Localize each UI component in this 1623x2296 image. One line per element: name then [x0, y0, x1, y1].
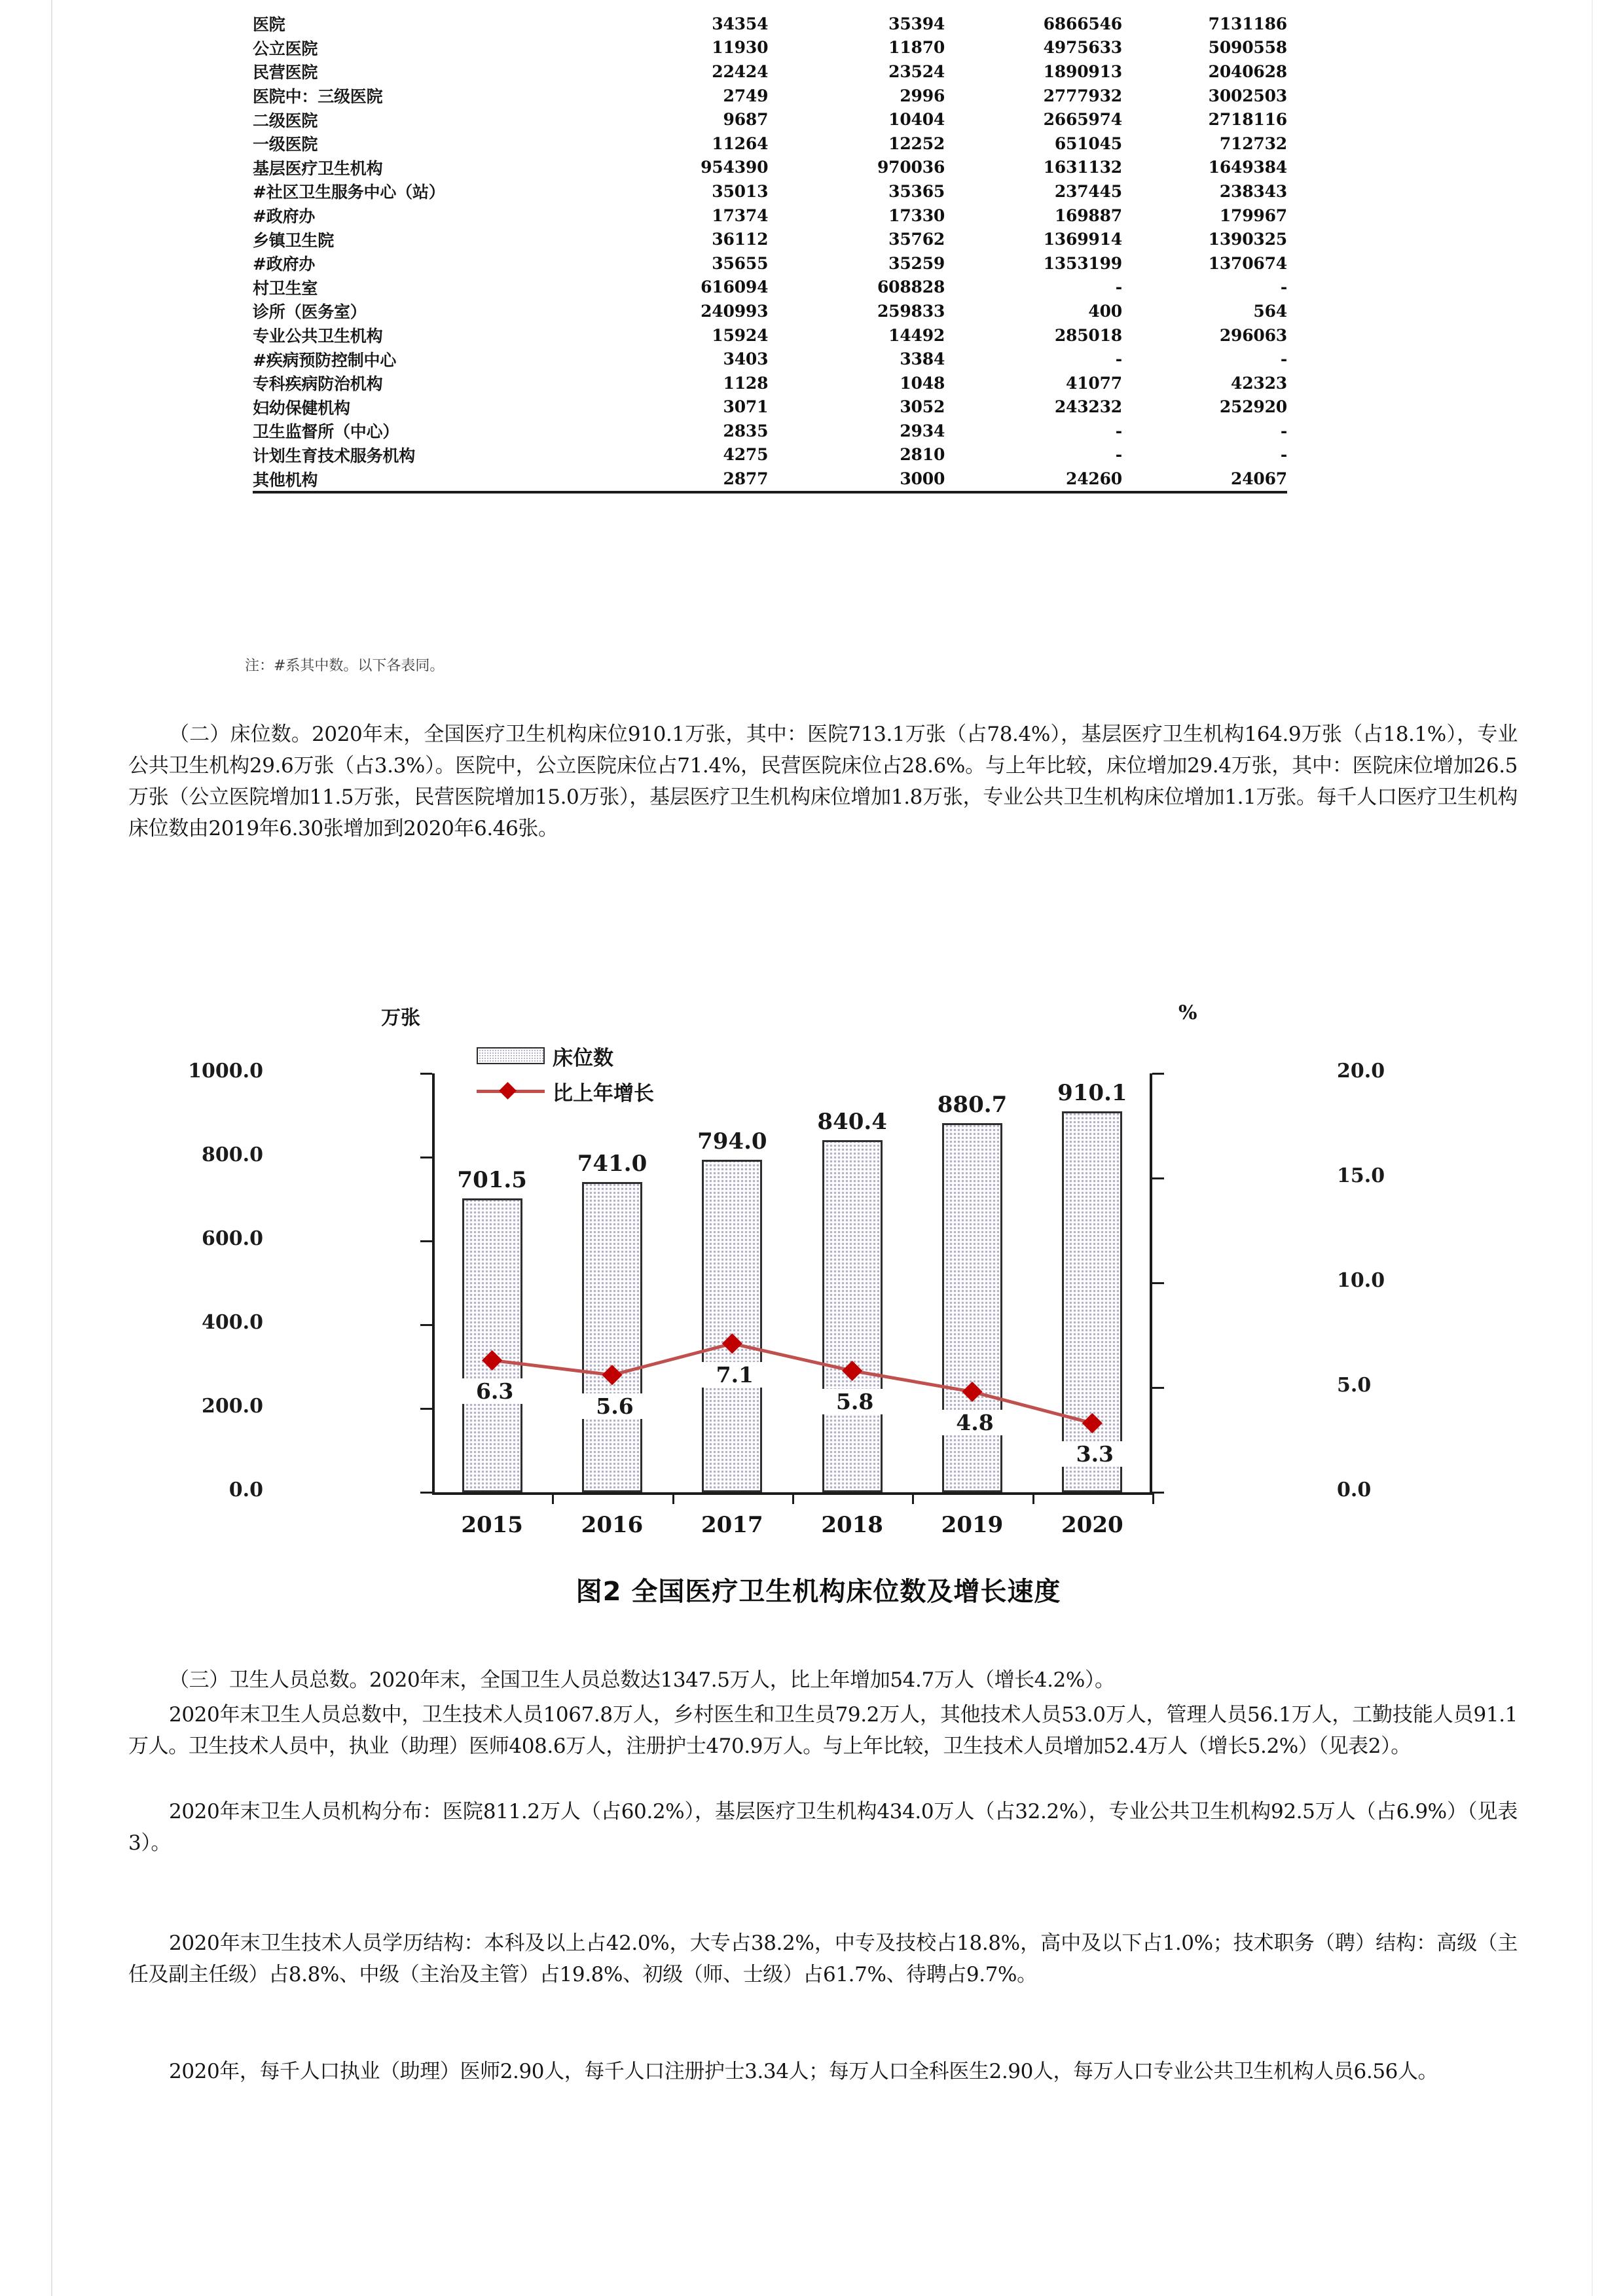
growth-line-series	[432, 1073, 1152, 1494]
y-axis-right-tick	[1152, 1073, 1164, 1075]
table-cell: 651045	[1054, 134, 1122, 153]
table-row	[253, 347, 1287, 371]
table-row	[253, 36, 1287, 60]
y-axis-left-label: 1000.0	[188, 1060, 263, 1083]
growth-marker-icon	[962, 1382, 982, 1402]
table-cell: 2040628	[1208, 62, 1287, 81]
table-row-label: 村卫生室	[253, 278, 318, 298]
table-cell: 5090558	[1208, 38, 1287, 58]
table-cell: -	[1280, 278, 1287, 297]
growth-marker-icon	[842, 1361, 862, 1381]
x-axis-category-label: 2016	[581, 1512, 644, 1538]
table-cell: 1390325	[1208, 230, 1287, 249]
table-row	[253, 299, 1287, 323]
growth-value-label: 6.3	[453, 1378, 537, 1404]
table-row	[253, 60, 1287, 84]
table-cell: 954390	[701, 158, 769, 177]
figure-2-chart	[188, 995, 1385, 1649]
paragraph-beds: （二）床位数。2020年末，全国医疗卫生机构床位910.1万张，其中：医院713.1万张（占78.4%），基层医疗卫生机构164.9万张（占18.1%），专业公共卫生机构29.6万张（占3.3%）。医院中，公立医院床位占71.4%，民营医院床位占28.6%。与上年比较，床位增加29.4万张，其中：医院床位增加26.5万张（公立医院增加11.5万张，民营医院增加15.0万张），基层医疗卫生机构床位增加1.8万张，专业公共卫生机构床位增加1.1万张。每千人口医疗卫生机构床位数由2019年6.30张增加到2020年6.46张。	[128, 723, 1518, 840]
table-cell: 237445	[1054, 181, 1122, 201]
table-cell: 2877	[597, 467, 768, 492]
table-cell: 35762	[888, 230, 945, 249]
growth-marker-icon	[482, 1350, 502, 1371]
table-cell: 11870	[888, 38, 945, 58]
table-cell: 6866546	[1043, 14, 1122, 33]
table-cell: 3384	[900, 350, 945, 369]
table-cell: 2934	[900, 421, 945, 440]
table-row-label: 一级医院	[253, 135, 318, 154]
table-cell: 240993	[701, 301, 769, 321]
table-cell: 17330	[888, 206, 945, 225]
table-cell: 169887	[1054, 206, 1122, 225]
y-axis-right-label: 10.0	[1337, 1269, 1385, 1292]
paragraph-staff-total: （三）卫生人员总数。2020年末，全国卫生人员总数达1347.5万人，比上年增加54.7万人（增长4.2%）。	[169, 1668, 1115, 1692]
table-cell: 24067	[1122, 467, 1287, 492]
paragraph-staff-education: 2020年末卫生技术人员学历结构：本科及以上占42.0%，大专占38.2%，中专及技校占18.8%，高中及以下占1.0%；技术职务（聘）结构：高级（主任及副主任级）占8.8%、中级（主治及主管）占19.8%、初级（师、士级）占61.7%、待聘占9.7%。	[128, 1931, 1518, 1986]
table-cell: 1370674	[1208, 253, 1287, 273]
y-axis-left-tick	[420, 1408, 432, 1410]
table-row	[253, 251, 1287, 276]
table-cell: 7131186	[1208, 14, 1287, 33]
table-row	[253, 371, 1287, 395]
growth-value-label: 3.3	[1053, 1441, 1137, 1467]
table-cell: 2835	[723, 421, 769, 440]
table-cell: 296063	[1219, 325, 1287, 345]
table-cell: -	[1280, 421, 1287, 440]
table-cell: 2996	[900, 86, 945, 105]
paragraph-staff-breakdown: 2020年末卫生人员总数中，卫生技术人员1067.8万人，乡村医生和卫生员79.2万人，其他技术人员53.0万人，管理人员56.1万人，工勤技能人员91.1万人。卫生技术人员中，执业（助理）医师408.6万人，注册护士470.9万人。与上年比较，卫生技术人员增加52.4万人（增长5.2%）（见表2）。	[128, 1703, 1518, 1758]
x-axis-tick	[792, 1492, 794, 1504]
growth-value-label: 5.8	[813, 1389, 897, 1414]
growth-value-label: 4.8	[933, 1410, 1017, 1435]
table-cell: 1369914	[1043, 230, 1122, 249]
bar-value-label: 880.7	[937, 1092, 1008, 1119]
table-row	[253, 12, 1287, 36]
table-note: 注：#系其中数。以下各表同。	[245, 658, 445, 674]
table-cell: 35394	[888, 14, 945, 33]
table-row-label: 医院中：三级医院	[253, 87, 383, 107]
table-cell: 1890913	[1043, 62, 1122, 81]
table-row-label: 乡镇卫生院	[253, 230, 335, 250]
x-axis-category-label: 2017	[701, 1512, 763, 1538]
table-cell: 285018	[1054, 325, 1122, 345]
table-cell: 34354	[712, 14, 769, 33]
table-cell: 3403	[723, 350, 769, 369]
table-cell: -	[1115, 350, 1122, 369]
table-row-label: #疾病预防控制中心	[253, 350, 397, 370]
table-row	[253, 395, 1287, 420]
x-axis-category-label: 2018	[821, 1512, 883, 1538]
table-cell: -	[1115, 278, 1122, 297]
table-cell: -	[1115, 421, 1122, 440]
table-row	[253, 204, 1287, 228]
table-row-label: #政府办	[253, 207, 316, 226]
table-cell: 252920	[1219, 397, 1287, 417]
table-cell: 1649384	[1208, 158, 1287, 177]
x-axis-tick	[912, 1492, 914, 1504]
table-cell: 2749	[723, 86, 769, 105]
table-cell: 4975633	[1043, 38, 1122, 58]
y-axis-right-label: 5.0	[1337, 1374, 1372, 1397]
table-row	[253, 132, 1287, 156]
table-cell: 23524	[888, 62, 945, 81]
table-row-label: 专业公共卫生机构	[253, 327, 383, 346]
chart-ylabel-left: 万张	[381, 1007, 420, 1030]
bar-value-label: 794.0	[697, 1128, 767, 1155]
table-cell: 2665974	[1043, 110, 1122, 130]
legend-label-growth: 比上年增长	[553, 1081, 654, 1105]
table-cell: 4275	[723, 445, 769, 465]
table-cell: 1128	[723, 373, 769, 393]
y-axis-left-label: 800.0	[202, 1143, 263, 1166]
page-edge-right	[1592, 0, 1593, 2296]
table-cell: 1631132	[1043, 158, 1122, 177]
y-axis-left-label: 0.0	[228, 1479, 263, 1501]
x-axis-tick	[1032, 1492, 1034, 1504]
table-cell: 36112	[712, 230, 769, 249]
table-body	[253, 0, 1287, 493]
y-axis-left-tick	[420, 1492, 432, 1494]
growth-marker-icon	[722, 1333, 742, 1354]
table-row	[253, 107, 1287, 132]
table-cell: 35259	[888, 253, 945, 273]
table-cell: 712732	[1219, 134, 1287, 153]
bar-value-label: 840.4	[817, 1109, 887, 1136]
y-axis-right-tick	[1152, 1177, 1164, 1179]
bar-value-label: 910.1	[1057, 1079, 1127, 1106]
table-row-label: 诊所（医务室）	[253, 302, 367, 322]
table-cell: 41077	[1066, 373, 1122, 393]
table-row	[253, 276, 1287, 300]
table-cell: 616094	[701, 278, 769, 297]
y-axis-right-label: 20.0	[1337, 1060, 1385, 1083]
table-cell: 9687	[723, 110, 769, 130]
table-cell: -	[1280, 350, 1287, 369]
legend-label-beds: 床位数	[553, 1046, 613, 1070]
x-axis-tick	[552, 1492, 554, 1504]
bar-value-label: 741.0	[577, 1150, 647, 1177]
table-cell: 608828	[877, 278, 945, 297]
table-cell: 15924	[712, 325, 769, 345]
growth-value-label: 5.6	[573, 1393, 657, 1419]
y-axis-right-tick	[1152, 1282, 1164, 1284]
table-row-label: 卫生监督所（中心）	[253, 422, 399, 442]
y-axis-left-tick	[420, 1073, 432, 1075]
table-cell: 24260	[945, 467, 1122, 492]
bar-swatch-icon	[477, 1047, 545, 1064]
table-row-label: 公立医院	[253, 39, 318, 58]
table-cell: 3002503	[1208, 86, 1287, 105]
growth-marker-icon	[602, 1365, 622, 1385]
table-top-clip	[253, 0, 1287, 9]
table-row-label: #政府办	[253, 255, 316, 274]
table-row	[253, 323, 1287, 348]
table-row-label: 民营医院	[253, 63, 318, 82]
table-cell: 1353199	[1043, 253, 1122, 273]
table-cell: 14492	[888, 325, 945, 345]
table-cell: 22424	[712, 62, 769, 81]
y-axis-right-label: 15.0	[1337, 1164, 1385, 1187]
table-cell: 1048	[900, 373, 945, 393]
table-cell: -	[1280, 445, 1287, 465]
growth-value-label: 7.1	[693, 1362, 776, 1388]
table-cell: 3000	[768, 467, 945, 492]
table-cell: 243232	[1054, 397, 1122, 417]
table-cell: -	[1115, 445, 1122, 465]
table-cell: 11264	[712, 134, 769, 153]
table-row-label: 其他机构	[253, 467, 597, 492]
growth-marker-icon	[1082, 1413, 1103, 1433]
table-cell: 35013	[712, 181, 769, 201]
paragraph-staff-per-capita: 2020年，每千人口执业（助理）医师2.90人，每千人口注册护士3.34人；每万人口全科医生2.90人，每万人口专业公共卫生机构人员6.56人。	[169, 2060, 1438, 2083]
chart-title: 图2 全国医疗卫生机构床位数及增长速度	[575, 1577, 1061, 1607]
x-axis-tick	[1152, 1492, 1154, 1504]
table-cell: 17374	[712, 206, 769, 225]
table-row-label: 基层医疗卫生机构	[253, 158, 383, 178]
x-axis-category-label: 2020	[1061, 1512, 1123, 1538]
table-row-label: 计划生育技术服务机构	[253, 446, 416, 465]
y-axis-left-label: 200.0	[202, 1395, 263, 1418]
table-cell: 179967	[1219, 206, 1287, 225]
x-axis-category-label: 2015	[461, 1512, 523, 1538]
table-row	[253, 443, 1287, 467]
x-axis-category-label: 2019	[941, 1512, 1004, 1538]
table-row	[253, 467, 1287, 492]
table-row-label: 医院	[253, 15, 285, 35]
y-axis-left-label: 600.0	[202, 1227, 263, 1250]
table-row	[253, 179, 1287, 204]
table-row-label: 妇幼保健机构	[253, 398, 350, 418]
table-cell: 564	[1253, 301, 1287, 321]
table-cell: 12252	[888, 134, 945, 153]
chart-legend	[477, 1038, 654, 1109]
table-cell: 35365	[888, 181, 945, 201]
chart-ylabel-right: %	[1178, 1001, 1197, 1024]
table-cell: 35655	[712, 253, 769, 273]
table-cell: 2718116	[1208, 110, 1287, 130]
table-row	[253, 227, 1287, 251]
table-cell: 2810	[900, 445, 945, 465]
paragraph-staff-distribution: 2020年末卫生人员机构分布：医院811.2万人（占60.2%），基层医疗卫生机构434.0万人（占32.2%），专业公共卫生机构92.5万人（占6.9%）（见表3）。	[128, 1800, 1518, 1855]
table-cell: 400	[1088, 301, 1122, 321]
y-axis-left-label: 400.0	[202, 1311, 263, 1334]
table-cell: 2777932	[1043, 86, 1122, 105]
table-row-label: 专科疾病防治机构	[253, 374, 383, 394]
table-cell: 10404	[888, 110, 945, 130]
statistics-table	[253, 0, 1287, 493]
table-cell: 238343	[1219, 181, 1287, 201]
table-cell: 3071	[723, 397, 769, 417]
table-cell: 970036	[877, 158, 945, 177]
table-row-label: #社区卫生服务中心（站）	[253, 183, 445, 202]
legend-item-beds	[477, 1038, 654, 1073]
table-row	[253, 156, 1287, 180]
table-cell: 259833	[877, 301, 945, 321]
table-cell: 11930	[712, 38, 769, 58]
table-row	[253, 419, 1287, 443]
y-axis-right-label: 0.0	[1337, 1479, 1372, 1501]
legend-item-growth	[477, 1073, 654, 1109]
table-row-label: 二级医院	[253, 111, 318, 130]
y-axis-left-tick	[420, 1324, 432, 1326]
y-axis-left-tick	[420, 1240, 432, 1242]
y-axis-left-tick	[420, 1157, 432, 1158]
y-axis-right-tick	[1152, 1387, 1164, 1389]
table-cell: 42323	[1231, 373, 1287, 393]
x-axis-tick	[672, 1492, 674, 1504]
table-row	[253, 84, 1287, 108]
line-marker-icon	[477, 1083, 545, 1100]
table-cell: 3052	[900, 397, 945, 417]
page-edge-left	[51, 0, 52, 2296]
bar-value-label: 701.5	[457, 1167, 527, 1194]
